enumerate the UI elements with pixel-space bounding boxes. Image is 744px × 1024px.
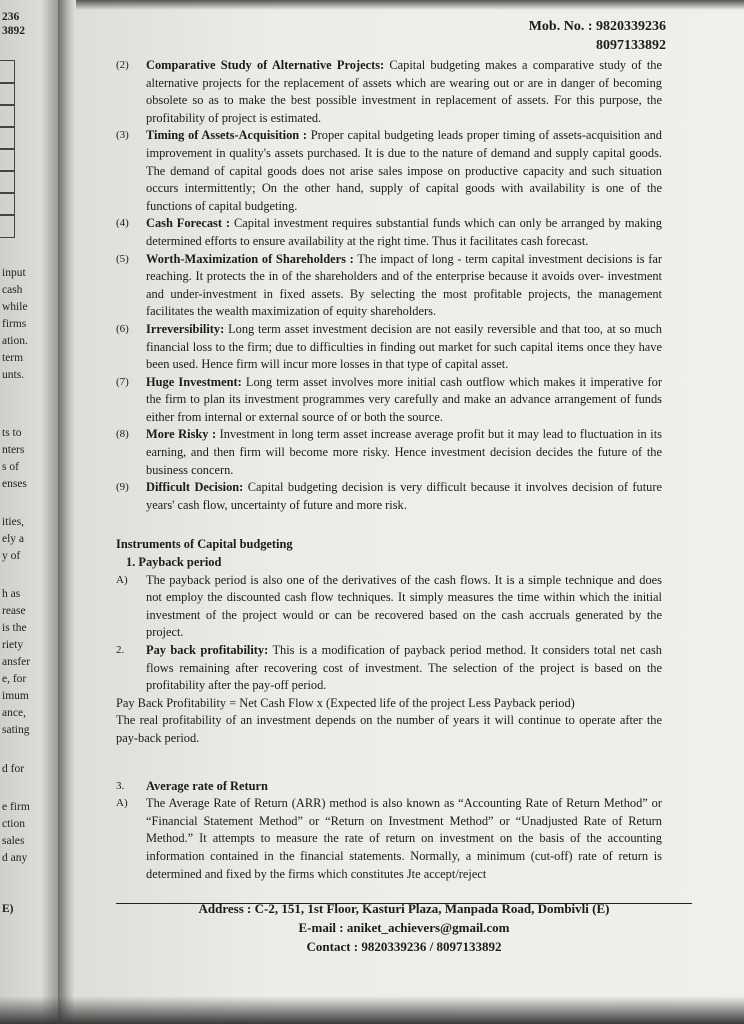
- section-title: Instruments of Capital budgeting: [116, 537, 293, 552]
- left-fragment: 3892: [2, 25, 25, 37]
- footer-contact: Contact : 9820339236 / 8097133892: [306, 939, 502, 954]
- footer-address: Address : C-2, 151, 1st Floor, Kasturi Plaza, Manpada Road, Dombivli (E): [198, 901, 610, 916]
- left-fragment: ely a: [2, 533, 25, 545]
- table-cell: [0, 60, 15, 84]
- item-text: Proper capital budgeting leads proper timing of assets-acquisition and improvement in quality's assets purchased. It is due to the nature of demand and supply capital goods. The demand of capital goods does not arise sales impose on productive capacity and such situation occurs intermittently; On the other hand, supply of capital goods with availability is one of the functions of capital budgeting.: [146, 128, 662, 213]
- item-text: Investment in long term asset increase average profit but it may lead to fluctuation in its earning, and then firm will become more risky. Hence investment decision decides the future of the business concern.: [146, 427, 662, 477]
- mobile-number-header: [529, 17, 666, 55]
- left-fragment: ance,: [2, 707, 26, 719]
- page-footer: [116, 899, 692, 956]
- item-number: (3): [116, 129, 129, 142]
- table-cell: [0, 192, 15, 216]
- table-cell: [0, 82, 15, 106]
- left-fragment: term: [2, 352, 24, 364]
- table-cell: [0, 104, 15, 128]
- left-fragment: ts to: [2, 427, 22, 439]
- item-text: Long term asset involves more initial cash outflow which makes it imperative for the firm to plan its investment programmes very carefully and make an advance arrangement of funds either from internal or external source of or both the source.: [146, 374, 662, 424]
- item-heading: Average rate of Return: [146, 778, 268, 793]
- left-fragment: y of: [2, 550, 21, 562]
- list-item: [116, 374, 662, 427]
- left-fragment: is the: [2, 622, 27, 634]
- left-fragment: s of: [2, 461, 19, 473]
- mob-number-2: 8097133892: [596, 38, 666, 53]
- list-item: [116, 127, 662, 215]
- item-heading: Huge Investment:: [146, 374, 242, 389]
- page-top-shadow: [76, 0, 744, 10]
- list-item: [116, 795, 662, 883]
- mob-label: Mob. No. :: [528, 19, 593, 34]
- item-number: (5): [116, 252, 129, 265]
- left-fragment: sales: [2, 835, 25, 847]
- left-fragment: unts.: [2, 369, 25, 381]
- left-fragment: firms: [2, 318, 27, 330]
- item-number: (9): [116, 481, 129, 494]
- left-fragment: input: [2, 267, 26, 279]
- item-number: (2): [116, 59, 129, 71]
- list-item: [116, 251, 662, 321]
- item-number: 3.: [116, 779, 125, 792]
- list-item: [116, 321, 662, 374]
- item-heading: Difficult Decision:: [146, 480, 244, 495]
- left-page-edge: [0, 0, 58, 1024]
- list-item: [116, 642, 662, 695]
- left-fragment: nters: [2, 444, 25, 456]
- left-fragment: h as: [2, 588, 21, 600]
- mob-number-1: 9820339236: [596, 19, 666, 34]
- left-fragment: e firm: [2, 801, 30, 813]
- document-page: [76, 0, 744, 1024]
- table-cell: [0, 126, 15, 150]
- paragraph: The real profitability of an investment depends on the number of years it will continue to operate after the pay-back period.: [116, 713, 662, 745]
- item-heading: More Risky :: [146, 427, 217, 442]
- item-text: Capital budgeting makes a comparative study of the alternative projects for the replacement of assets which are wearing out or are in danger of becoming obsolete so as to make the best possible investment in replacement of assets. For this purpose, the profitability of project is estimated.: [146, 58, 662, 125]
- table-cell: [0, 170, 15, 194]
- left-fragment: d for: [2, 763, 25, 775]
- item-number: (6): [116, 322, 129, 335]
- footer-email: E-mail : aniket_achievers@gmail.com: [298, 920, 510, 935]
- left-fragment: E): [2, 903, 14, 915]
- item-heading: Timing of Assets-Acquisition :: [146, 128, 308, 143]
- left-fragment: ities,: [2, 516, 25, 528]
- item-number: (4): [116, 217, 129, 230]
- left-fragment: enses: [2, 478, 27, 490]
- list-item: [116, 215, 662, 250]
- left-fragment: ction: [2, 818, 25, 830]
- item-text: The Average Rate of Return (ARR) method is also known as “Accounting Rate of Return Method” or “Financial Statement Method” or “Return on Investment Method” or “Unadjusted Rate of Return Method.” It attempts to measure the rate of return on investment on the basis of the accounting information contained in the financial statements. Normally, a minimum (cut-off) rate of return is determined and fixed by the firms which constitutes Jte accept/reject: [146, 796, 662, 881]
- list-item: [116, 778, 662, 796]
- item-text: The impact of long - term capital investment decisions is far reaching. It protects the in of the shareholders and of the enterprise because it avoids over- investment and under-investment in fixed assets. By selecting the most profitable projects, the management facilitates the wealth maximization of equity shareholders.: [146, 251, 662, 319]
- page-content: [116, 57, 662, 883]
- item-number: (8): [116, 428, 129, 441]
- scan-bottom-shadow: [0, 996, 744, 1024]
- item-heading: Irreversibility:: [146, 321, 225, 336]
- table-cell: [0, 214, 15, 238]
- item-text: This is a modification of payback period method. It considers total net cash flows remaining after recovering cost of investment. The selection of the project is based on the profitability after the pay-off period.: [146, 643, 662, 693]
- left-fragment: rease: [2, 605, 26, 617]
- item-text: Capital investment requires substantial funds which can only be arranged by making determined efforts to ensure availability at the right time. Thus it facilitates cash forecast.: [146, 216, 662, 248]
- item-text: The payback period is also one of the derivatives of the cash flows. It is a simple technique and does not employ the discounted cash flow techniques. It simply measures the time within which the initial investment of the project would or can be recovered based on the cash accruals generated by the project.: [146, 572, 662, 640]
- book-gutter: [58, 0, 76, 1024]
- left-fragment: d any: [2, 852, 28, 864]
- left-fragment: e, for: [2, 673, 27, 685]
- left-fragment: riety: [2, 639, 24, 651]
- left-fragment: 236: [2, 11, 20, 23]
- item-heading: Worth-Maximization of Shareholders :: [146, 251, 354, 266]
- table-cell: [0, 148, 15, 172]
- list-item: [116, 572, 662, 642]
- left-fragment: while: [2, 301, 28, 313]
- item-heading: Pay back profitability:: [146, 643, 269, 657]
- list-item: [116, 426, 662, 479]
- item-number: A): [116, 573, 128, 586]
- left-fragment: ansfer: [2, 656, 31, 668]
- left-fragment: sating: [2, 724, 30, 736]
- item-number: A): [116, 797, 128, 810]
- left-fragment: imum: [2, 690, 29, 702]
- item-heading: Cash Forecast :: [146, 216, 231, 231]
- item-heading: Comparative Study of Alternative Projects:: [146, 58, 385, 72]
- item-text: Capital budgeting decision is very difficult because it involves decision of future years' cash flow, uncertainty of future and more risk.: [146, 480, 662, 512]
- formula-line: Pay Back Profitability = Net Cash Flow x (Expected life of the project Less Payback period): [116, 695, 575, 710]
- left-fragment: cash: [2, 284, 23, 296]
- item-number: (7): [116, 375, 129, 388]
- list-item: [116, 479, 662, 514]
- left-fragment: ation.: [2, 335, 28, 347]
- list-item: [116, 57, 662, 127]
- payback-heading: 1. Payback period: [126, 555, 222, 570]
- item-text: Long term asset investment decision are not easily reversible and that too, at so much financial loss to the firm; due to difficulties in finding out market for such capital items once they have been used. Hence firm will incur more losses in that type of capital asset.: [146, 321, 662, 372]
- item-number: 2.: [116, 644, 125, 656]
